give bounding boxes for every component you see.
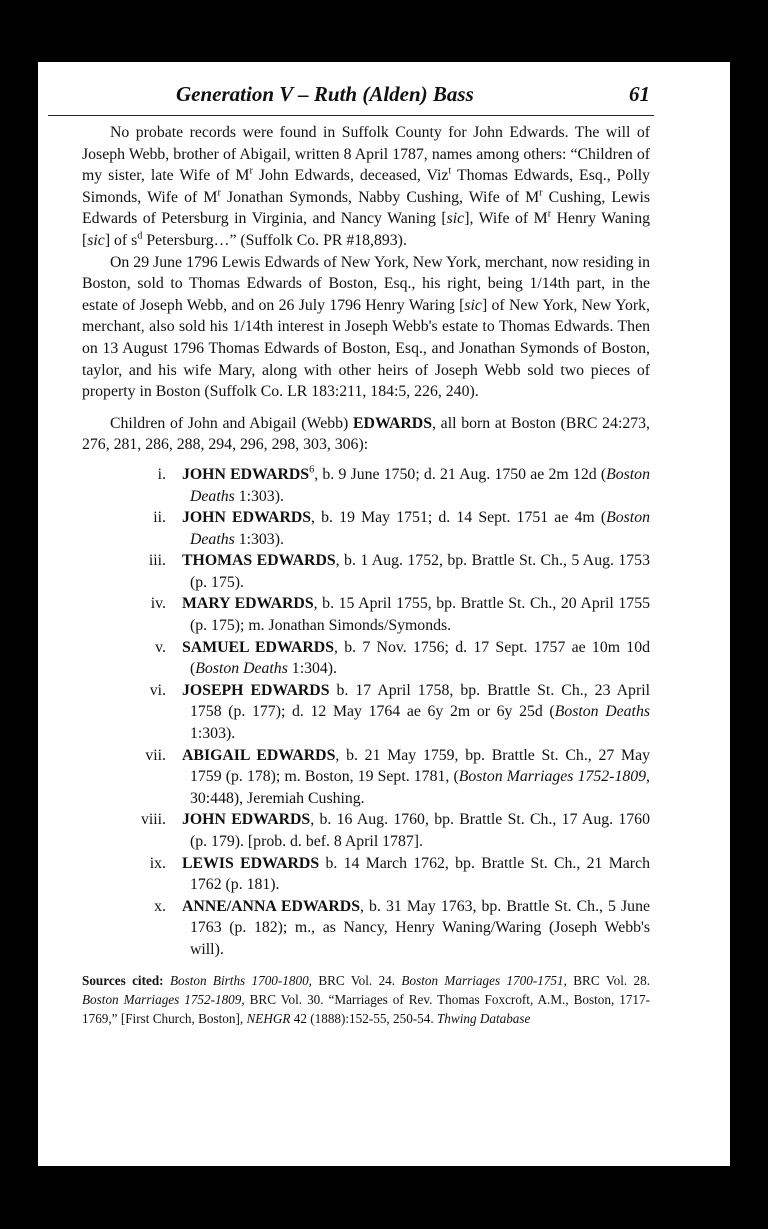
child-text <box>182 593 650 636</box>
child-numeral: ix. <box>149 854 166 872</box>
p1-sup-3: r <box>217 187 221 199</box>
sources-cited <box>82 971 650 1028</box>
source-text-2: , BRC Vol. 28. <box>563 972 650 988</box>
child-text <box>182 809 650 852</box>
child-text-a: , b. 31 May 1763, bp. Brattle St. Ch., 5 June 1763 (p. 182); m., as Nancy, Henry Waning/Waring (Joseph Webb's will). <box>190 897 650 958</box>
child-name: MARY EDWARDS <box>182 595 314 613</box>
child-text-b: 1:303). <box>190 725 236 743</box>
paragraph-probate <box>82 122 650 252</box>
p1-sup-5: r <box>547 209 552 221</box>
p2-text-a: On 29 June 1796 Lewis Edwards of New York, New York, merchant, now residing in Boston, sold to Thomas Edwards of Boston, Esq., his right, being 1/14th part, in the estate of Joseph Webb, and on 26 July 1796 Henry Waring [ <box>82 253 650 314</box>
p3-surname: EDWARDS <box>353 414 432 432</box>
p1-sup-1: r <box>249 165 253 177</box>
p1-text-i: Petersburg…” (Suffolk Co. PR #18,893). <box>142 231 407 249</box>
child-text-a: , b. 15 April 1755, bp. Brattle St. Ch., 20 April 1755 (p. 175); m. Jonathan Simonds/Symonds. <box>190 595 650 635</box>
source-italic-4: NEHGR <box>246 1010 291 1026</box>
child-entry <box>82 896 650 961</box>
p1-sup-2: t <box>448 165 452 177</box>
p1-text-b: John Edwards, deceased, Viz <box>252 167 449 185</box>
child-entry <box>82 745 650 810</box>
p1-sic-2: sic <box>87 231 105 249</box>
child-numeral: x. <box>154 897 166 915</box>
child-text <box>182 745 650 810</box>
child-name: JOHN EDWARDS <box>182 509 312 527</box>
child-numeral: vii. <box>145 746 166 764</box>
child-source-italic: Boston Deaths <box>195 660 288 678</box>
child-entry <box>82 680 650 745</box>
source-text-1: , BRC Vol. 24. <box>308 972 402 988</box>
p3-text-a: Children of John and Abigail (Webb) <box>110 414 353 432</box>
child-text <box>182 637 650 680</box>
child-entry <box>82 507 650 550</box>
p1-sup-4: r <box>539 187 543 199</box>
source-text-4: 42 (1888):152-55, 250-54. <box>290 1010 437 1026</box>
p1-text-c: Thomas Edwards, Esq., Polly Simonds, Wife of M <box>82 167 650 206</box>
child-text-b: 1:303). <box>234 487 284 505</box>
p1-text-e: Cushing, Lewis Edwards of Petersburg in Virginia, and Nancy Waning [ <box>82 188 650 228</box>
child-text <box>182 464 650 507</box>
child-numeral: iii. <box>148 552 166 570</box>
child-name: ANNE/ANNA EDWARDS <box>182 897 360 915</box>
child-text-a: , b. 16 Aug. 1760, bp. Brattle St. Ch., 17 Aug. 1760 (p. 179). [prob. d. bef. 8 April 1787]. <box>190 811 650 850</box>
p1-sic-1: sic <box>446 210 465 228</box>
child-numeral: v. <box>155 638 166 656</box>
child-source-italic: Boston Deaths <box>190 509 650 548</box>
p1-sup-6: d <box>137 230 143 242</box>
child-text-a: , b. 9 June 1750; d. 21 Aug. 1750 ae 2m 12d ( <box>314 465 607 483</box>
child-text-b: , 30:448), Jeremiah Cushing. <box>190 768 650 807</box>
source-italic-3: Boston Marriages 1752-1809 <box>82 991 242 1007</box>
child-entry <box>82 550 650 593</box>
child-name: LEWIS EDWARDS <box>182 854 320 872</box>
child-entry <box>82 809 650 852</box>
children-list <box>82 464 650 961</box>
child-text <box>182 896 650 961</box>
child-numeral: ii. <box>153 509 166 527</box>
child-name: JOHN EDWARDS <box>182 811 311 829</box>
child-text-b: 1:303). <box>234 530 284 548</box>
source-italic-1: Boston Births 1700-1800 <box>169 972 309 988</box>
p1-text-h: ] of s <box>104 231 138 249</box>
child-source-italic: Boston Deaths <box>190 465 650 505</box>
child-text-a: b. 14 March 1762, bp. Brattle St. Ch., 21 March 1762 (p. 181). <box>190 854 650 894</box>
child-source-italic: Boston Marriages 1752-1809 <box>458 768 647 786</box>
child-name: ABIGAIL EDWARDS <box>182 746 336 764</box>
paragraph-children-intro <box>82 413 650 456</box>
p1-text-g: Henry Waning [ <box>82 210 650 249</box>
running-header <box>48 80 650 108</box>
child-name: SAMUEL EDWARDS <box>182 638 334 656</box>
child-numeral: iv. <box>150 595 166 613</box>
child-entry <box>82 637 650 680</box>
p2-sic: sic <box>464 296 482 314</box>
child-text-a: , b. 1 Aug. 1752, bp. Brattle St. Ch., 5 Aug. 1753 (p. 175). <box>190 552 650 591</box>
source-italic-2: Boston Marriages 1700-1751 <box>401 972 564 988</box>
source-italic-5: Thwing Database <box>436 1010 531 1026</box>
child-name: THOMAS EDWARDS <box>182 552 336 570</box>
child-generation-sup: 6 <box>309 464 315 476</box>
child-text-a: , b. 19 May 1751; d. 14 Sept. 1751 ae 4m ( <box>311 509 607 527</box>
body-text <box>82 122 650 1028</box>
child-text-a: , b. 7 Nov. 1756; d. 17 Sept. 1757 ae 10m 10d ( <box>190 638 650 678</box>
p1-text-a: No probate records were found in Suffolk County for John Edwards. The will of Joseph Webb, brother of Abigail, written 8 April 1787, names among others: “Children of my sister, late Wife of M <box>82 124 650 185</box>
p1-text-f: ], Wife of M <box>464 210 548 228</box>
child-entry <box>82 464 650 507</box>
header-rule <box>48 115 654 116</box>
child-source-italic: Boston Deaths <box>554 703 650 721</box>
child-entry <box>82 593 650 636</box>
child-name: JOHN EDWARDS <box>182 465 310 483</box>
p1-text-d: Jonathan Symonds, Nabby Cushing, Wife of M <box>220 188 540 206</box>
page-number: 61 <box>629 82 650 106</box>
child-text-b: 1:304). <box>287 660 338 678</box>
p2-text-b: ] of New York, New York, merchant, also sold his 1/14th interest in Joseph Webb's estate to Thomas Edwards. Then on 13 August 1796 Thomas Edwards of Boston, Esq., and Jonathan Symonds of Boston, taylor, and his wife Mary, along with other heirs of Joseph Webb sold two pieces of property in Boston (Suffolk Co. LR 183:211, 184:5, 226, 240). <box>82 296 650 401</box>
child-text-a: , b. 21 May 1759, bp. Brattle St. Ch., 27 May 1759 (p. 178); m. Boston, 19 Sept. 1781, ( <box>190 746 650 786</box>
header-title: Generation V – Ruth (Alden) Bass <box>176 82 474 106</box>
child-text-a: b. 17 April 1758, bp. Brattle St. Ch., 23 April 1758 (p. 177); d. 12 May 1764 ae 6y 2m or 6y 25d ( <box>190 681 650 721</box>
child-numeral: i. <box>157 465 166 483</box>
child-numeral: viii. <box>140 811 166 829</box>
p3-text-b: , all born at Boston (BRC 24:273, 276, 281, 286, 288, 294, 296, 298, 303, 306): <box>82 414 650 454</box>
child-text <box>182 853 650 896</box>
child-name: JOSEPH EDWARDS <box>182 681 330 699</box>
child-text <box>182 507 650 550</box>
child-text <box>182 680 650 745</box>
sources-label: Sources cited: <box>82 972 164 988</box>
child-numeral: vi. <box>149 681 166 699</box>
source-text-3: , BRC Vol. 30. “Marriages of Rev. Thomas Foxcroft, A.M., Boston, 1717-1769,” [First Church, Boston], <box>82 991 650 1026</box>
child-text <box>182 550 650 593</box>
child-entry <box>82 853 650 896</box>
paragraph-sale <box>82 252 650 403</box>
